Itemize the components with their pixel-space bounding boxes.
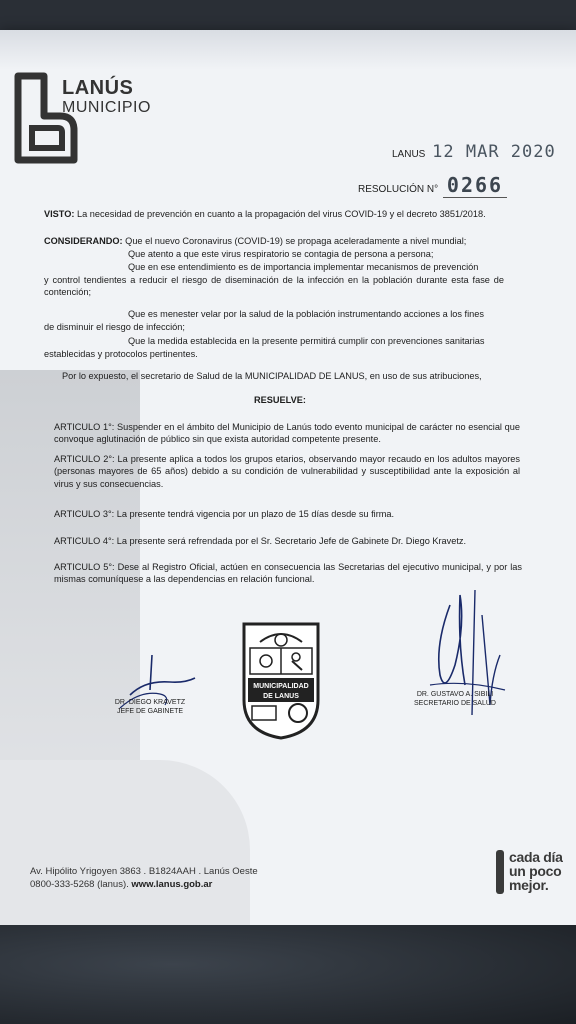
crest-line-1: MUNICIPALIDAD [253,683,309,690]
resolution-label: RESOLUCIÓN N° [358,184,439,195]
signature-right-caption [400,690,510,708]
slogan-line-1: cada día [509,849,563,865]
resolution-number: 0266 [443,173,507,198]
articulo-3: ARTICULO 3°: La presente tendrá vigencia por un plazo de 15 días desde su firma. [54,509,395,519]
signer-left-title: JEFE DE GABINETE [116,708,184,715]
watermark-shape [0,760,250,925]
considerando-text-1: Que el nuevo Coronavirus (COVID-19) se propaga aceleradamente a nivel mundial; [125,236,467,246]
signer-left-name: DR. DIEGO KRAVETZ [114,699,186,706]
place-label: LANUS [392,149,426,160]
considerando-5a: Que la medida establecida en la presente permitirá cumplir con prevenciones sanitarias [128,336,485,346]
considerando-3a: Que en ese entendimiento es de importancia implementar mecanismos de prevención [128,262,479,272]
contact-line [30,878,258,891]
phone-number: 0800-333-5268 (lanus). [30,879,129,890]
signature-left-caption [90,698,210,716]
brand-line-2: MUNICIPIO [62,99,151,116]
address-line: Av. Hipólito Yrigoyen 3863 . B1824AAH . Lanús Oeste [30,866,258,877]
visto-label: VISTO: [44,209,75,219]
footer-address [30,865,258,891]
considerando-5b: establecidas y protocolos pertinentes. [44,349,198,359]
municipal-crest-icon [240,620,322,740]
considerando-2: Que atento a que este virus respiratorio se contagia de persona a persona; [128,249,434,259]
considerando-3b: y control tendientes a reducir el riesgo de diseminación de la infección en la población durante esta fase de contención; [44,275,504,298]
slogan [509,850,563,892]
visto-paragraph [44,208,524,220]
considerando-label: CONSIDERANDO: [44,236,123,246]
signer-right-title: SECRETARIO DE SALUD [414,700,496,707]
considerando-4a: Que es menester velar por la salud de la población instrumentando acciones a los fines [128,309,484,319]
slogan-bar-icon [496,850,506,894]
date-line [392,142,556,162]
date-stamp: 12 MAR 2020 [432,142,556,162]
considerando-4b: de disminuir el riesgo de infección; [44,322,185,332]
table-surface [0,925,576,1024]
document-page [0,30,576,925]
signer-right-name: DR. GUSTAVO A. SIBILI [416,691,494,698]
brand-line-1: LANÚS [62,77,134,99]
page-shadow [0,30,576,70]
articulo-2: ARTICULO 2°: La presente aplica a todos los grupos etarios, observando mayor recaudo en los adultos mayores (personas mayores de 65 años) debido a su condición de vulnerabilidad y susceptibilidad ante la exposición al virus y sus consecuencias. [54,454,520,489]
website-link: www.lanus.gob.ar [131,879,213,890]
visto-text: La necesidad de prevención en cuanto a la propagación del virus COVID-19 y el decreto 3851/2018. [77,209,486,219]
slogan-line-3: mejor. [509,877,549,893]
slogan-line-2: un poco [509,863,562,879]
por-lo-expuesto: Por lo expuesto, el secretario de Salud de la MUNICIPALIDAD DE LANUS, en uso de sus atribuciones, [62,371,482,381]
crest-line-2: DE LANUS [263,693,299,700]
articulo-1: ARTICULO 1°: Suspender en el ámbito del Municipio de Lanús todo evento municipal de carácter no esencial que convoque aglutinación de público sin que exista autoridad competente presente. [54,422,520,445]
resolution-line [358,173,507,197]
considerando-1 [44,235,524,247]
resuelve-heading: RESUELVE: [254,395,306,405]
articulo-5: ARTICULO 5°: Dese al Registro Oficial, actúen en consecuencia las Secretarias del ejecutivo municipal, y por las mismas comuníquese a las dependencias en relación funcional. [54,562,522,585]
brand-name [62,78,151,116]
articulo-4: ARTICULO 4°: La presente será refrendada por el Sr. Secretario Jefe de Gabinete Dr. Diego Kravetz. [54,536,467,546]
